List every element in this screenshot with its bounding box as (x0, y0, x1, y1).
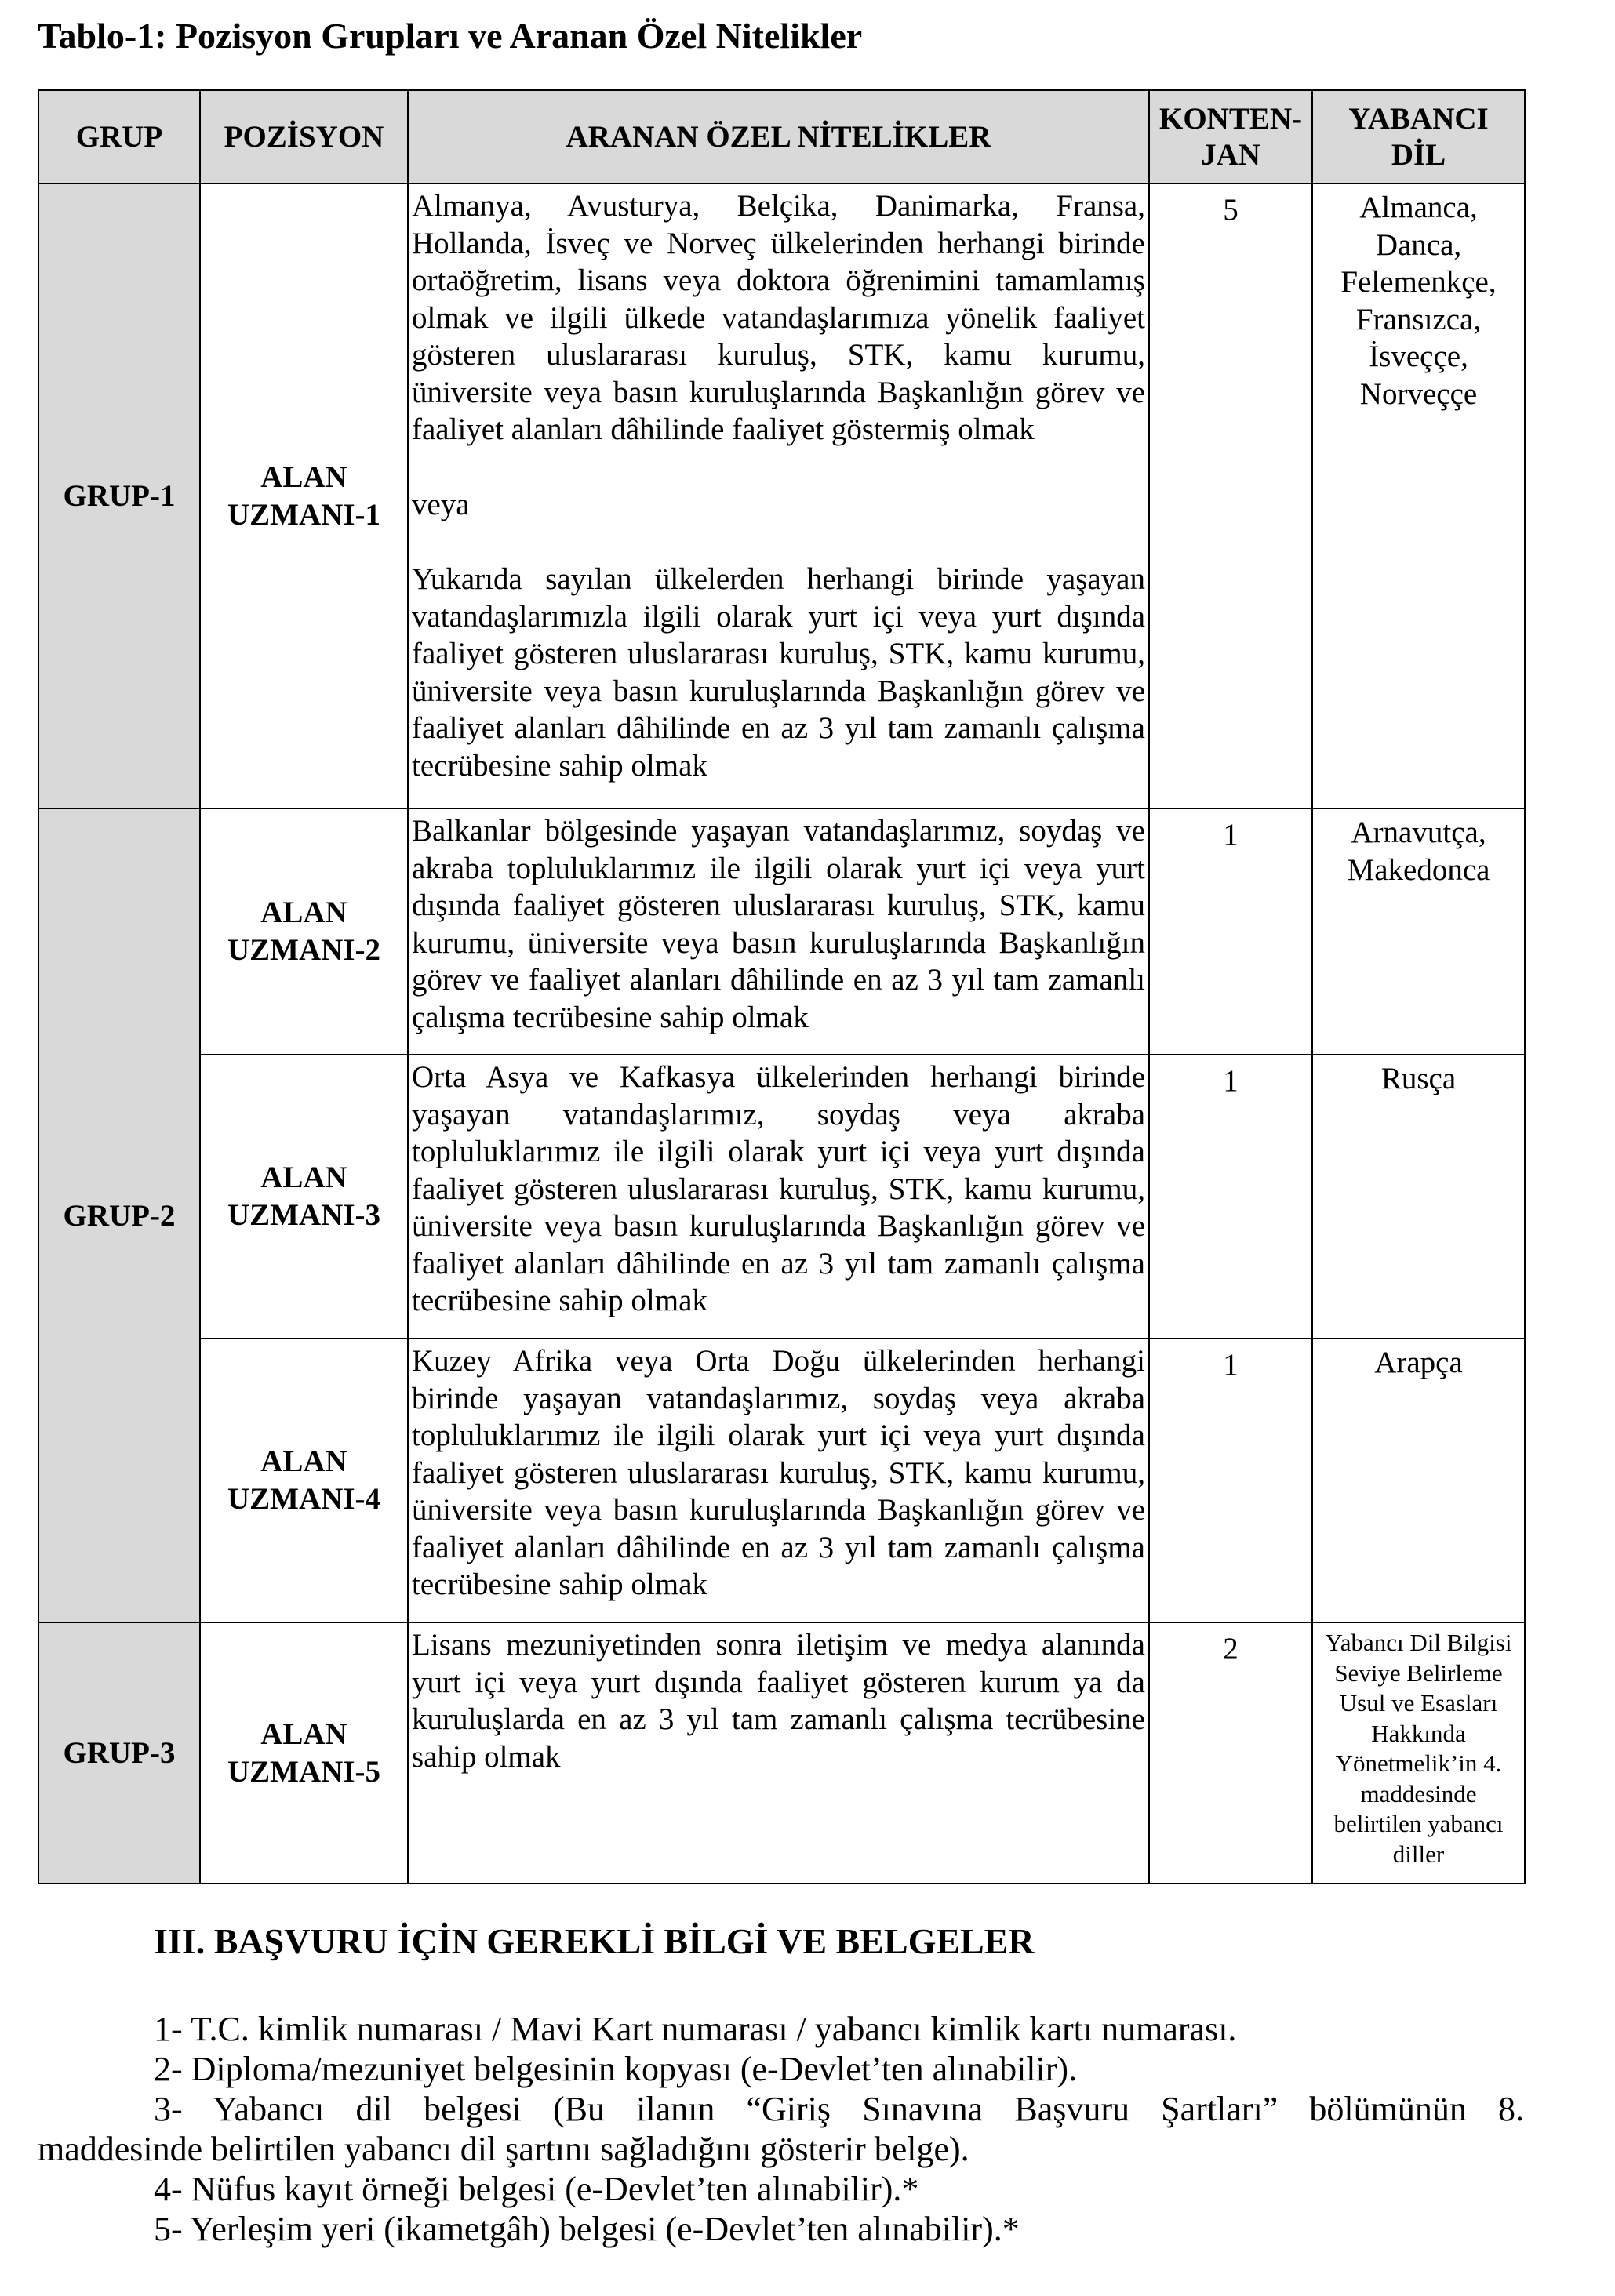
qualification-text: Yukarıda sayılan ülkelerden herhangi birinde yaşayan vatandaşlarımızla ilgili olarak yurt içi veya yurt dışında faaliyet gösteren uluslararası kuruluş, STK, kamu kurumu, üniversite veya basın kuruluşlarında Başkanlığın görev ve faaliyet alanları dâhilinde en az 3 yıl tam zamanlı çalışma tecrübesine sahip olmak (412, 562, 1145, 783)
position-line1: ALAN (260, 1161, 347, 1194)
position-line1: ALAN (260, 896, 347, 929)
header-group: GRUP (38, 90, 200, 183)
table-header-row (38, 90, 1525, 183)
table-row (38, 1622, 1525, 1884)
position-line1: ALAN (260, 1717, 347, 1751)
list-item: 3- Yabancı dil belgesi (Bu ilanın “Giriş Sınavına Başvuru Şartları” bölümünün 8. (154, 2090, 1524, 2128)
language-cell-3 (1312, 1055, 1525, 1339)
table-row (38, 808, 1525, 1055)
header-quota-line2: JAN (1201, 137, 1260, 172)
position-line1: ALAN (260, 1444, 347, 1478)
header-language (1312, 90, 1525, 183)
language-item: Makedonca (1347, 852, 1490, 887)
position-cell-1 (200, 183, 408, 808)
language-cell-1 (1312, 183, 1525, 808)
language-item: Arnavutça, (1351, 816, 1486, 849)
header-qualifications: ARANAN ÖZEL NİTELİKLER (408, 90, 1149, 183)
header-language-line2: DİL (1391, 137, 1446, 172)
qualification-text: Lisans mezuniyetinden sonra iletişim ve medya alanında yurt içi veya yurt dışında faaliyet gösteren kurum ya da kuruluşlarda en az 3 yıl tam zamanlı çalışma tecrübesine sahip olmak (412, 1628, 1145, 1774)
group-cell-2: GRUP-2 (38, 808, 200, 1622)
position-line1: ALAN (260, 460, 347, 494)
list-item: 5- Yerleşim yeri (ikametgâh) belgesi (e-Devlet’ten alınabilir).* (154, 2210, 1020, 2248)
language-item: maddesinde (1360, 1779, 1477, 1807)
header-quota (1149, 90, 1312, 183)
qualifications-cell-4 (408, 1339, 1149, 1622)
table-row (38, 1339, 1525, 1622)
required-documents-list (38, 2009, 1524, 2249)
list-item: 4- Nüfus kayıt örneği belgesi (e-Devlet’ten alınabilir).* (154, 2170, 919, 2208)
language-item: Hakkında (1371, 1719, 1466, 1747)
table-row (38, 183, 1525, 808)
position-cell-3 (200, 1055, 408, 1339)
position-line2: UZMANI-1 (227, 497, 380, 532)
language-cell-5 (1312, 1622, 1525, 1884)
qualification-text: Almanya, Avusturya, Belçika, Danimarka, Fransa, Hollanda, İsveç ve Norveç ülkelerinden herhangi birinde ortaöğretim, lisans veya doktora öğrenimini tamamlamış olmak ve ilgili ülkede vatandaşlarımıza yönelik faaliyet gösteren uluslararası kuruluş, STK, kamu kurumu, üniversite veya basın kuruluşlarında Başkanlığın görev ve faaliyet alanları dâhilinde faaliyet göstermiş olmak (412, 189, 1145, 446)
language-item: Seviye Belirleme (1334, 1658, 1503, 1687)
language-item: Usul ve Esasları (1339, 1689, 1498, 1717)
section-title: III. BAŞVURU İÇİN GEREKLİ BİLGİ VE BELGELER (154, 1921, 1035, 1961)
qualifications-cell-2 (408, 808, 1149, 1055)
quota-cell-3: 1 (1149, 1055, 1312, 1339)
language-item: Yönetmelik’in 4. (1335, 1749, 1502, 1777)
list-item-continuation: maddesinde belirtilen yabancı dil şartını sağladığını gösterir belge). (38, 2130, 969, 2168)
position-line2: UZMANI-3 (227, 1198, 380, 1232)
quota-cell-5: 2 (1149, 1622, 1312, 1884)
language-item: diller (1392, 1840, 1445, 1868)
qualification-or: veya (412, 487, 470, 521)
qualifications-cell-3 (408, 1055, 1149, 1339)
quota-cell-2: 1 (1149, 808, 1312, 1055)
positions-table (38, 89, 1526, 1884)
language-item: Arapça (1374, 1346, 1463, 1379)
language-item: Yabancı Dil Bilgisi (1325, 1629, 1512, 1656)
language-item: Norveççe (1359, 376, 1478, 411)
quota-cell-1: 5 (1149, 183, 1312, 808)
group-cell-3: GRUP-3 (38, 1622, 200, 1884)
group-cell-1: GRUP-1 (38, 183, 200, 808)
position-cell-4 (200, 1339, 408, 1622)
list-item: 2- Diploma/mezuniyet belgesinin kopyası (e-Devlet’ten alınabilir). (154, 2050, 1078, 2088)
qualification-text: Orta Asya ve Kafkasya ülkelerinden herhangi birinde yaşayan vatandaşlarımız, soydaş veya akraba topluluklarımız ile ilgili olarak yurt içi veya yurt dışında faaliyet gösteren uluslararası kuruluş, STK, kamu kurumu, üniversite veya basın kuruluşlarında Başkanlığın görev ve faaliyet alanları dâhilinde en az 3 yıl tam zamanlı çalışma tecrübesine sahip olmak (412, 1060, 1145, 1317)
language-item: belirtilen yabancı (1333, 1810, 1504, 1837)
qualifications-cell-1 (408, 183, 1149, 808)
table-row (38, 1055, 1525, 1339)
position-line2: UZMANI-4 (227, 1482, 380, 1516)
language-cell-4 (1312, 1339, 1525, 1622)
qualification-text: Balkanlar bölgesinde yaşayan vatandaşlarımız, soydaş ve akraba topluluklarımız ile ilgili olarak yurt içi veya yurt dışında faaliyet gösteren uluslararası kuruluş, STK, kamu kurumu, üniversite veya basın kuruluşlarında Başkanlığın görev ve faaliyet alanları dâhilinde en az 3 yıl tam zamanlı çalışma tecrübesine sahip olmak (412, 814, 1145, 1034)
qualification-text: Kuzey Afrika veya Orta Doğu ülkelerinden herhangi birinde yaşayan vatandaşlarımız, soydaş veya akraba topluluklarımız ile ilgili olarak yurt içi veya yurt dışında faaliyet gösteren uluslararası kuruluş, STK, kamu kurumu, üniversite veya basın kuruluşlarında Başkanlığın görev ve faaliyet alanları dâhilinde en az 3 yıl tam zamanlı çalışma tecrübesine sahip olmak (412, 1344, 1145, 1601)
position-line2: UZMANI-5 (227, 1754, 380, 1789)
language-item: İsveççe, (1369, 340, 1468, 373)
language-item: Danca, (1375, 227, 1462, 262)
position-cell-2 (200, 808, 408, 1055)
page-title: Tablo-1: Pozisyon Grupları ve Aranan Özel Nitelikler (38, 16, 863, 56)
header-position: POZİSYON (200, 90, 408, 183)
quota-cell-4: 1 (1149, 1339, 1312, 1622)
header-quota-line1: KONTEN- (1159, 101, 1302, 136)
header-language-line1: YABANCI (1348, 101, 1489, 136)
language-item: Rusça (1380, 1062, 1457, 1095)
language-cell-2 (1312, 808, 1525, 1055)
qualifications-cell-5 (408, 1622, 1149, 1884)
language-item: Almanca, (1359, 191, 1478, 224)
list-item: 1- T.C. kimlik numarası / Mavi Kart numarası / yabancı kimlik kartı numarası. (154, 2010, 1237, 2048)
language-item: Fransızca, (1355, 302, 1482, 336)
position-cell-5 (200, 1622, 408, 1884)
language-item: Felemenkçe, (1340, 265, 1497, 299)
position-line2: UZMANI-2 (227, 933, 380, 967)
